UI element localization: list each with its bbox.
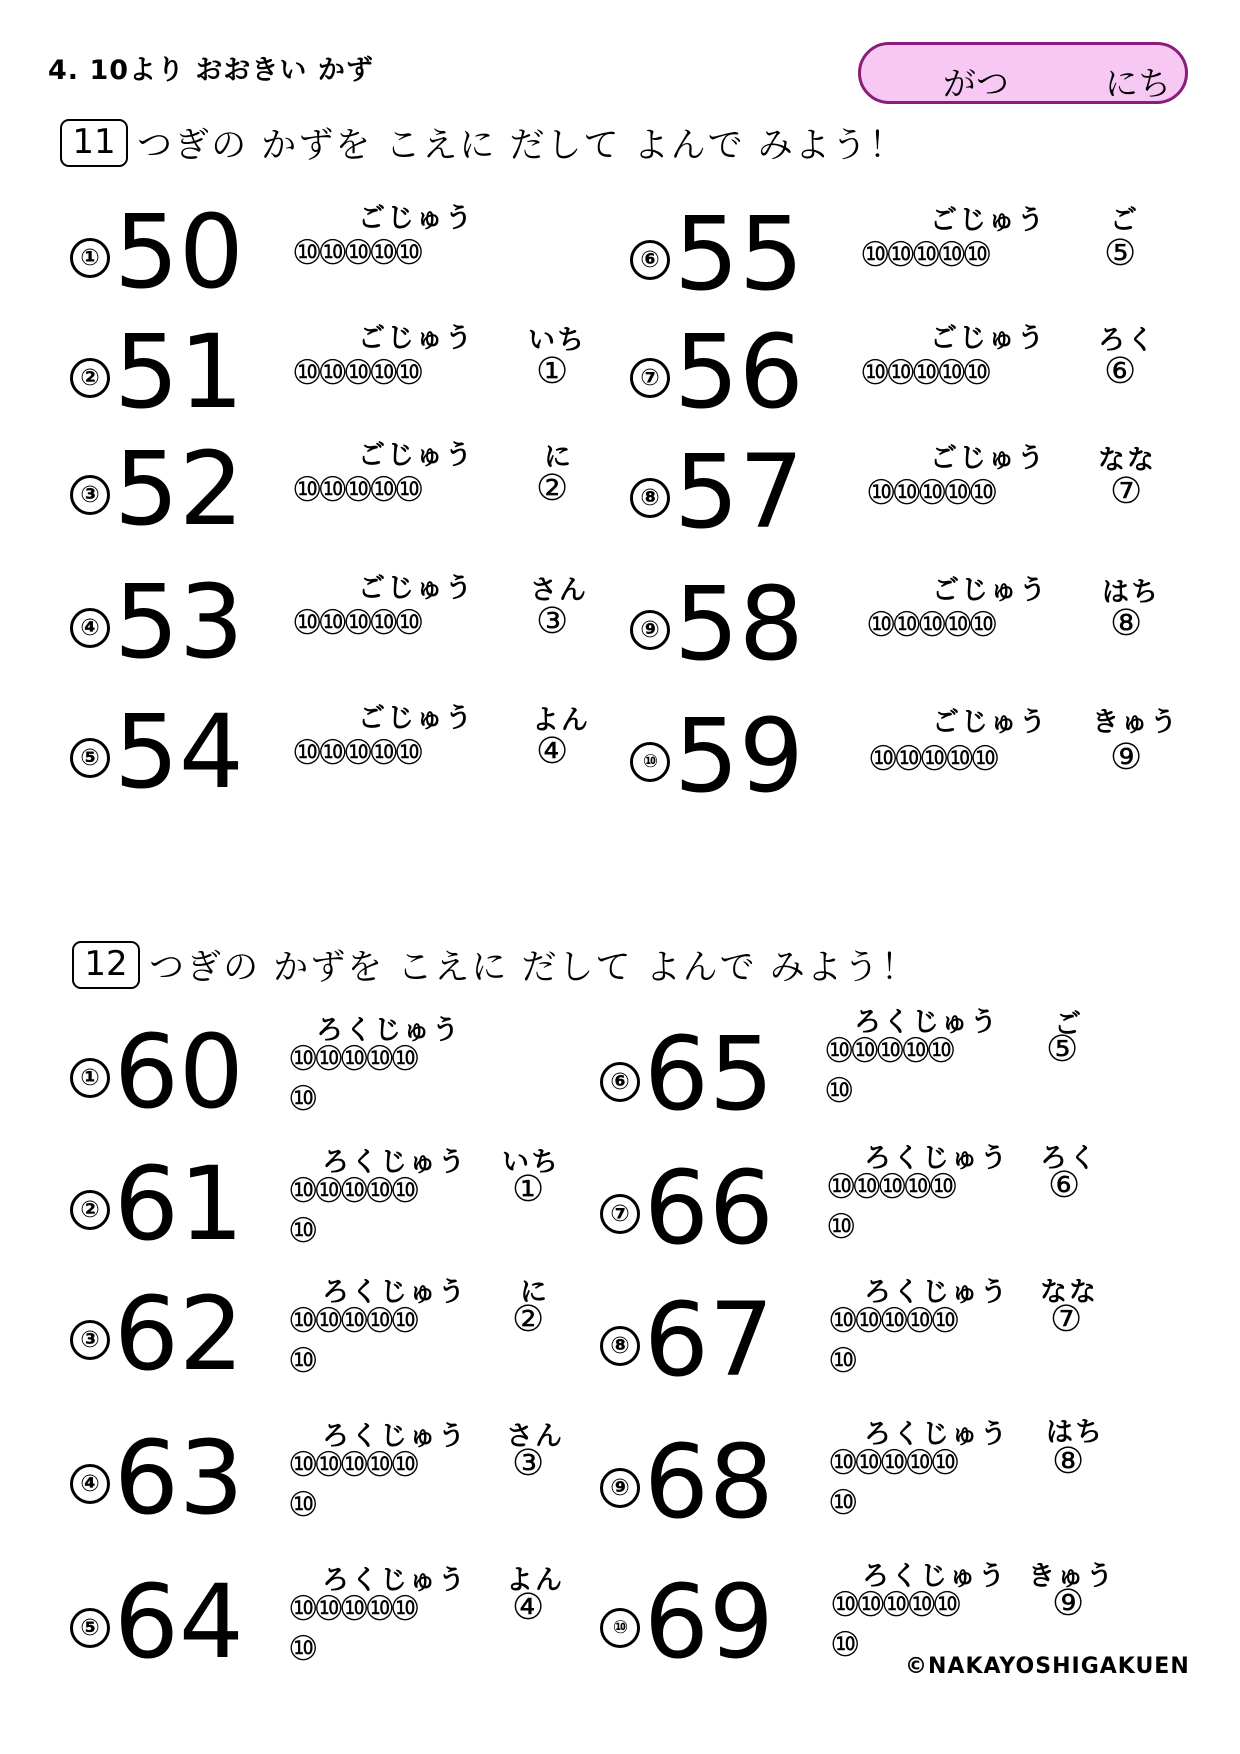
big-number: 69 [644, 1563, 774, 1682]
tens-glyphs: ⑩⑩⑩⑩⑩ [866, 473, 994, 513]
ones-reading: ろく [1098, 325, 1156, 356]
instruction-text: つぎの かずを こえに だして よんで みよう！ [137, 126, 906, 166]
tens-glyphs: ⑩⑩⑩⑩⑩ [860, 353, 988, 393]
ones-glyph: ① [536, 351, 569, 392]
tens-glyphs: ⑩⑩⑩⑩⑩ [826, 1167, 954, 1207]
item-index-badge: ② [70, 358, 110, 398]
list-item [70, 693, 590, 812]
item-index-badge: ④ [70, 1464, 110, 1504]
ones-reading: よん [506, 1565, 564, 1596]
extra-ten-glyph: ⑩ [828, 1483, 859, 1523]
extra-ten-glyph: ⑩ [288, 1079, 319, 1119]
ones-reading: さん [530, 575, 588, 606]
tens-reading: ごじゅう [932, 707, 1048, 738]
item-index-badge: ⑩ [600, 1608, 640, 1648]
list-item [600, 1410, 1120, 1540]
item-index-badge: ⑥ [630, 240, 670, 280]
tens-reading: ごじゅう [358, 323, 474, 354]
big-number: 63 [114, 1419, 244, 1538]
big-number: 68 [644, 1423, 774, 1542]
item-index-badge: ⑧ [630, 478, 670, 518]
tens-reading: ろくじゅう [854, 1007, 999, 1038]
tens-glyphs: ⑩⑩⑩⑩⑩ [828, 1301, 956, 1341]
tens-reading: ろくじゅう [322, 1147, 467, 1178]
ones-glyph: ② [536, 468, 569, 509]
ones-reading: いち [528, 325, 586, 356]
tens-reading: ろくじゅう [322, 1565, 467, 1596]
big-number: 52 [114, 430, 244, 549]
tens-glyphs: ⑩⑩⑩⑩⑩ [288, 1589, 416, 1629]
list-item [70, 1558, 570, 1688]
instruction-row [72, 940, 918, 990]
ones-reading: きゅう [1092, 707, 1179, 738]
list-item [70, 1414, 570, 1544]
ones-glyph: ⑨ [1052, 1583, 1085, 1624]
tens-glyphs: ⑩⑩⑩⑩⑩ [288, 1171, 416, 1211]
big-number: 53 [114, 563, 244, 682]
question-number-badge: 12 [72, 941, 140, 989]
tens-reading: ろくじゅう [862, 1561, 1007, 1592]
list-item [70, 313, 590, 432]
tens-reading: ろくじゅう [322, 1277, 467, 1308]
ones-glyph: ⑨ [1110, 737, 1143, 778]
ones-reading: きゅう [1028, 1561, 1115, 1592]
tens-reading: ろくじゅう [316, 1015, 461, 1046]
ones-reading: いち [502, 1147, 560, 1178]
list-item [70, 430, 590, 549]
list-item [630, 313, 1190, 432]
big-number: 51 [114, 313, 244, 432]
item-index-badge: ⑤ [70, 1608, 110, 1648]
list-item [70, 193, 590, 312]
item-index-badge: ③ [70, 1320, 110, 1360]
ones-glyph: ① [512, 1169, 545, 1210]
item-index-badge: ⑨ [600, 1468, 640, 1508]
ones-reading: に [520, 1277, 549, 1308]
tens-glyphs: ⑩⑩⑩⑩⑩ [288, 1445, 416, 1485]
list-item [630, 195, 1190, 314]
list-item [70, 563, 590, 682]
tens-glyphs: ⑩⑩⑩⑩⑩ [866, 605, 994, 645]
big-number: 58 [674, 565, 804, 684]
ones-glyph: ⑤ [1104, 233, 1137, 274]
tens-glyphs: ⑩⑩⑩⑩⑩ [292, 470, 420, 510]
big-number: 54 [114, 693, 244, 812]
tens-glyphs: ⑩⑩⑩⑩⑩ [292, 603, 420, 643]
question-number-badge: 11 [60, 119, 128, 167]
item-index-badge: ④ [70, 608, 110, 648]
ones-reading: はち [1102, 577, 1160, 608]
tens-glyphs: ⑩⑩⑩⑩⑩ [830, 1585, 958, 1625]
ones-reading: よん [532, 705, 590, 736]
ones-reading: さん [506, 1421, 564, 1452]
tens-glyphs: ⑩⑩⑩⑩⑩ [288, 1301, 416, 1341]
tens-reading: ろくじゅう [322, 1421, 467, 1452]
ones-glyph: ⑥ [1104, 351, 1137, 392]
item-index-badge: ⑦ [630, 358, 670, 398]
tens-glyphs: ⑩⑩⑩⑩⑩ [292, 733, 420, 773]
item-index-badge: ⑦ [600, 1194, 640, 1234]
list-item [600, 1136, 1120, 1266]
item-index-badge: ① [70, 1058, 110, 1098]
ones-reading: ろく [1040, 1143, 1098, 1174]
tens-reading: ごじゅう [358, 573, 474, 604]
extra-ten-glyph: ⑩ [288, 1485, 319, 1525]
tens-reading: ごじゅう [932, 575, 1048, 606]
tens-reading: ごじゅう [930, 205, 1046, 236]
extra-ten-glyph: ⑩ [826, 1207, 857, 1247]
list-item [600, 1270, 1120, 1400]
tens-reading: ごじゅう [358, 203, 474, 234]
ones-glyph: ③ [536, 601, 569, 642]
ones-reading: に [544, 442, 573, 473]
tens-reading: ごじゅう [358, 703, 474, 734]
extra-ten-glyph: ⑩ [828, 1341, 859, 1381]
ones-glyph: ⑧ [1110, 603, 1143, 644]
ones-reading: ご [1110, 205, 1139, 236]
ones-glyph: ② [512, 1299, 545, 1340]
extra-ten-glyph: ⑩ [830, 1625, 861, 1665]
big-number: 66 [644, 1149, 774, 1268]
extra-ten-glyph: ⑩ [288, 1211, 319, 1251]
tens-glyphs: ⑩⑩⑩⑩⑩ [868, 739, 996, 779]
tens-reading: ろくじゅう [864, 1277, 1009, 1308]
big-number: 65 [644, 1015, 774, 1134]
instruction-row [60, 118, 906, 168]
big-number: 64 [114, 1563, 244, 1682]
ones-reading: はち [1046, 1417, 1104, 1448]
tens-glyphs: ⑩⑩⑩⑩⑩ [824, 1031, 952, 1071]
day-label: にち [1105, 64, 1171, 103]
tens-reading: ごじゅう [930, 443, 1046, 474]
list-item [70, 1270, 570, 1400]
list-item [70, 1008, 570, 1138]
ones-glyph: ⑦ [1110, 471, 1143, 512]
list-item [600, 1000, 1120, 1134]
tens-reading: ろくじゅう [864, 1143, 1009, 1174]
item-index-badge: ⑩ [630, 742, 670, 782]
ones-reading: なな [1040, 1277, 1098, 1308]
list-item [630, 565, 1190, 684]
big-number: 50 [114, 193, 244, 312]
ones-glyph: ⑦ [1050, 1299, 1083, 1340]
ones-glyph: ③ [512, 1443, 545, 1484]
item-index-badge: ⑤ [70, 738, 110, 778]
tens-glyphs: ⑩⑩⑩⑩⑩ [288, 1039, 416, 1079]
list-item [70, 1140, 570, 1270]
ones-reading: なな [1098, 445, 1156, 476]
page-title: 4. 10より おおきい かず [48, 55, 374, 86]
big-number: 67 [644, 1281, 774, 1400]
list-item [630, 433, 1190, 552]
extra-ten-glyph: ⑩ [288, 1341, 319, 1381]
item-index-badge: ⑧ [600, 1326, 640, 1366]
copyright-notice: ©NAKAYOSHIGAKUEN [905, 1654, 1190, 1679]
big-number: 56 [674, 313, 804, 432]
tens-glyphs: ⑩⑩⑩⑩⑩ [860, 235, 988, 275]
big-number: 60 [114, 1013, 244, 1132]
big-number: 57 [674, 433, 804, 552]
tens-glyphs: ⑩⑩⑩⑩⑩ [292, 233, 420, 273]
item-index-badge: ② [70, 1190, 110, 1230]
item-index-badge: ③ [70, 475, 110, 515]
big-number: 61 [114, 1145, 244, 1264]
instruction-text: つぎの かずを こえに だして よんで みよう！ [149, 948, 918, 988]
big-number: 55 [674, 195, 804, 314]
extra-ten-glyph: ⑩ [824, 1071, 855, 1111]
item-index-badge: ⑨ [630, 610, 670, 650]
date-box [858, 42, 1188, 104]
tens-reading: ろくじゅう [864, 1419, 1009, 1450]
ones-glyph: ④ [536, 731, 569, 772]
tens-reading: ごじゅう [358, 440, 474, 471]
ones-glyph: ④ [512, 1587, 545, 1628]
list-item [630, 697, 1190, 816]
month-label: がつ [943, 64, 1009, 103]
ones-reading: ご [1054, 1009, 1083, 1040]
extra-ten-glyph: ⑩ [288, 1629, 319, 1669]
ones-glyph: ⑥ [1048, 1165, 1081, 1206]
tens-glyphs: ⑩⑩⑩⑩⑩ [828, 1443, 956, 1483]
big-number: 62 [114, 1275, 244, 1394]
ones-glyph: ⑤ [1046, 1029, 1079, 1070]
tens-glyphs: ⑩⑩⑩⑩⑩ [292, 353, 420, 393]
item-index-badge: ① [70, 238, 110, 278]
ones-glyph: ⑧ [1052, 1441, 1085, 1482]
big-number: 59 [674, 697, 804, 816]
tens-reading: ごじゅう [930, 323, 1046, 354]
item-index-badge: ⑥ [600, 1062, 640, 1102]
